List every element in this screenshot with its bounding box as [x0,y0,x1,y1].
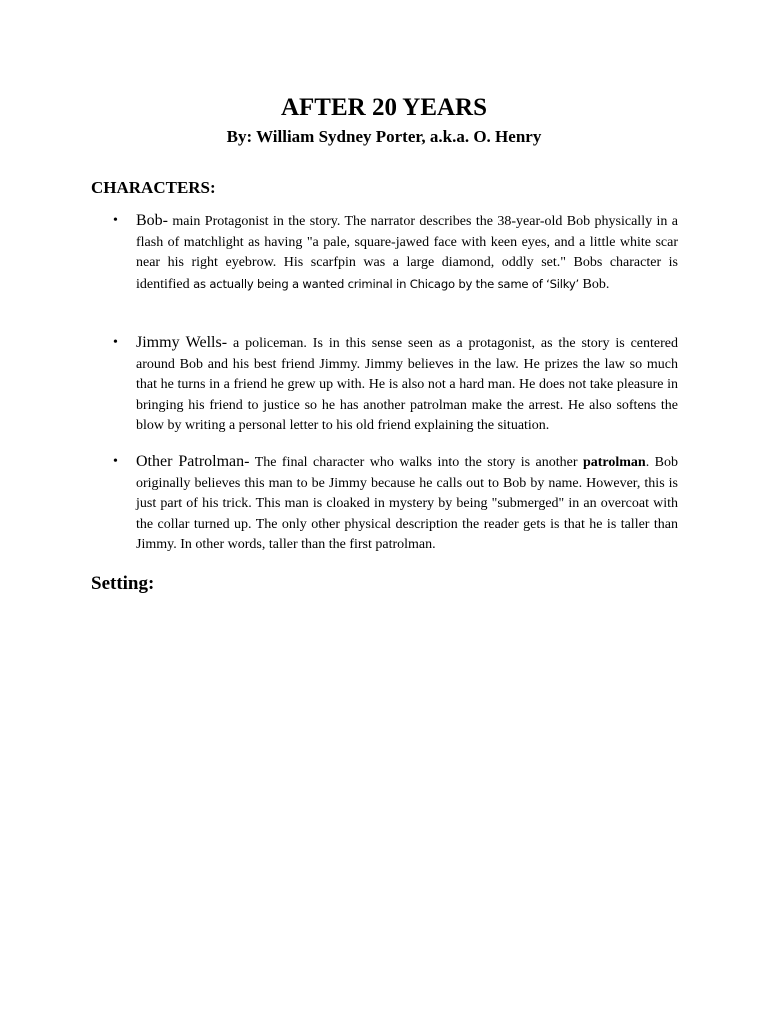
characters-heading: CHARACTERS: [91,178,216,197]
bullet-icon: • [113,454,118,469]
bullet-icon: • [113,213,118,228]
character-name: Jimmy Wells- [136,334,228,351]
setting-heading: Setting: [91,573,155,594]
character-name: Bob- [136,212,168,229]
character-description: a policeman. Is in this sense seen as a protagonist, as the story is centered around Bob and his best friend Jimmy. Jimmy believes in the law. He prizes the law so much that he turns in a friend he grew up with. He is also not a hard man. He does not take pleasure in bringing his friend to justice so he has another patrolman make the arrest. He also softens the blow by writing a personal letter to his old friend explaining the situation. [136,336,679,433]
document-title: AFTER 20 YEARS [280,94,488,121]
character-item-jimmy-wells [113,333,679,437]
character-description-end: . Bob originally believes this man to be Jimmy because he calls out to Bob by name. However, this is just part of his trick. This man is cloaked in mystery by being "submerged" in an overcoat with the collar turned up. The only other physical description the reader gets is that he is taller than Jimmy. In other words, taller than the first patrolman. [136,455,678,552]
character-description-end: Bob. [579,276,610,292]
document-byline: By: William Sydney Porter, a.k.a. O. Henry [226,127,542,146]
character-item-other-patrolman [113,452,678,556]
character-description-alt-font: as actually being a wanted criminal in Chicago by the same of ‘Silky’ [193,276,580,291]
character-description: main Protagonist in the story. The narrator describes the 38-year-old Bob physically in a flash of matchlight as having "a pale, square-jawed face with keen eyes, and a little white scar near his right eyebrow. His scarfpin was a large diamond, oddly set." Bobs character is identified [136,214,678,292]
character-item-bob [113,211,678,295]
emphasized-word: patrolman [582,455,646,470]
character-name: Other Patrolman- [136,453,250,470]
character-description: The final character who walks into the story is another [249,455,583,470]
bullet-icon: • [113,335,118,350]
